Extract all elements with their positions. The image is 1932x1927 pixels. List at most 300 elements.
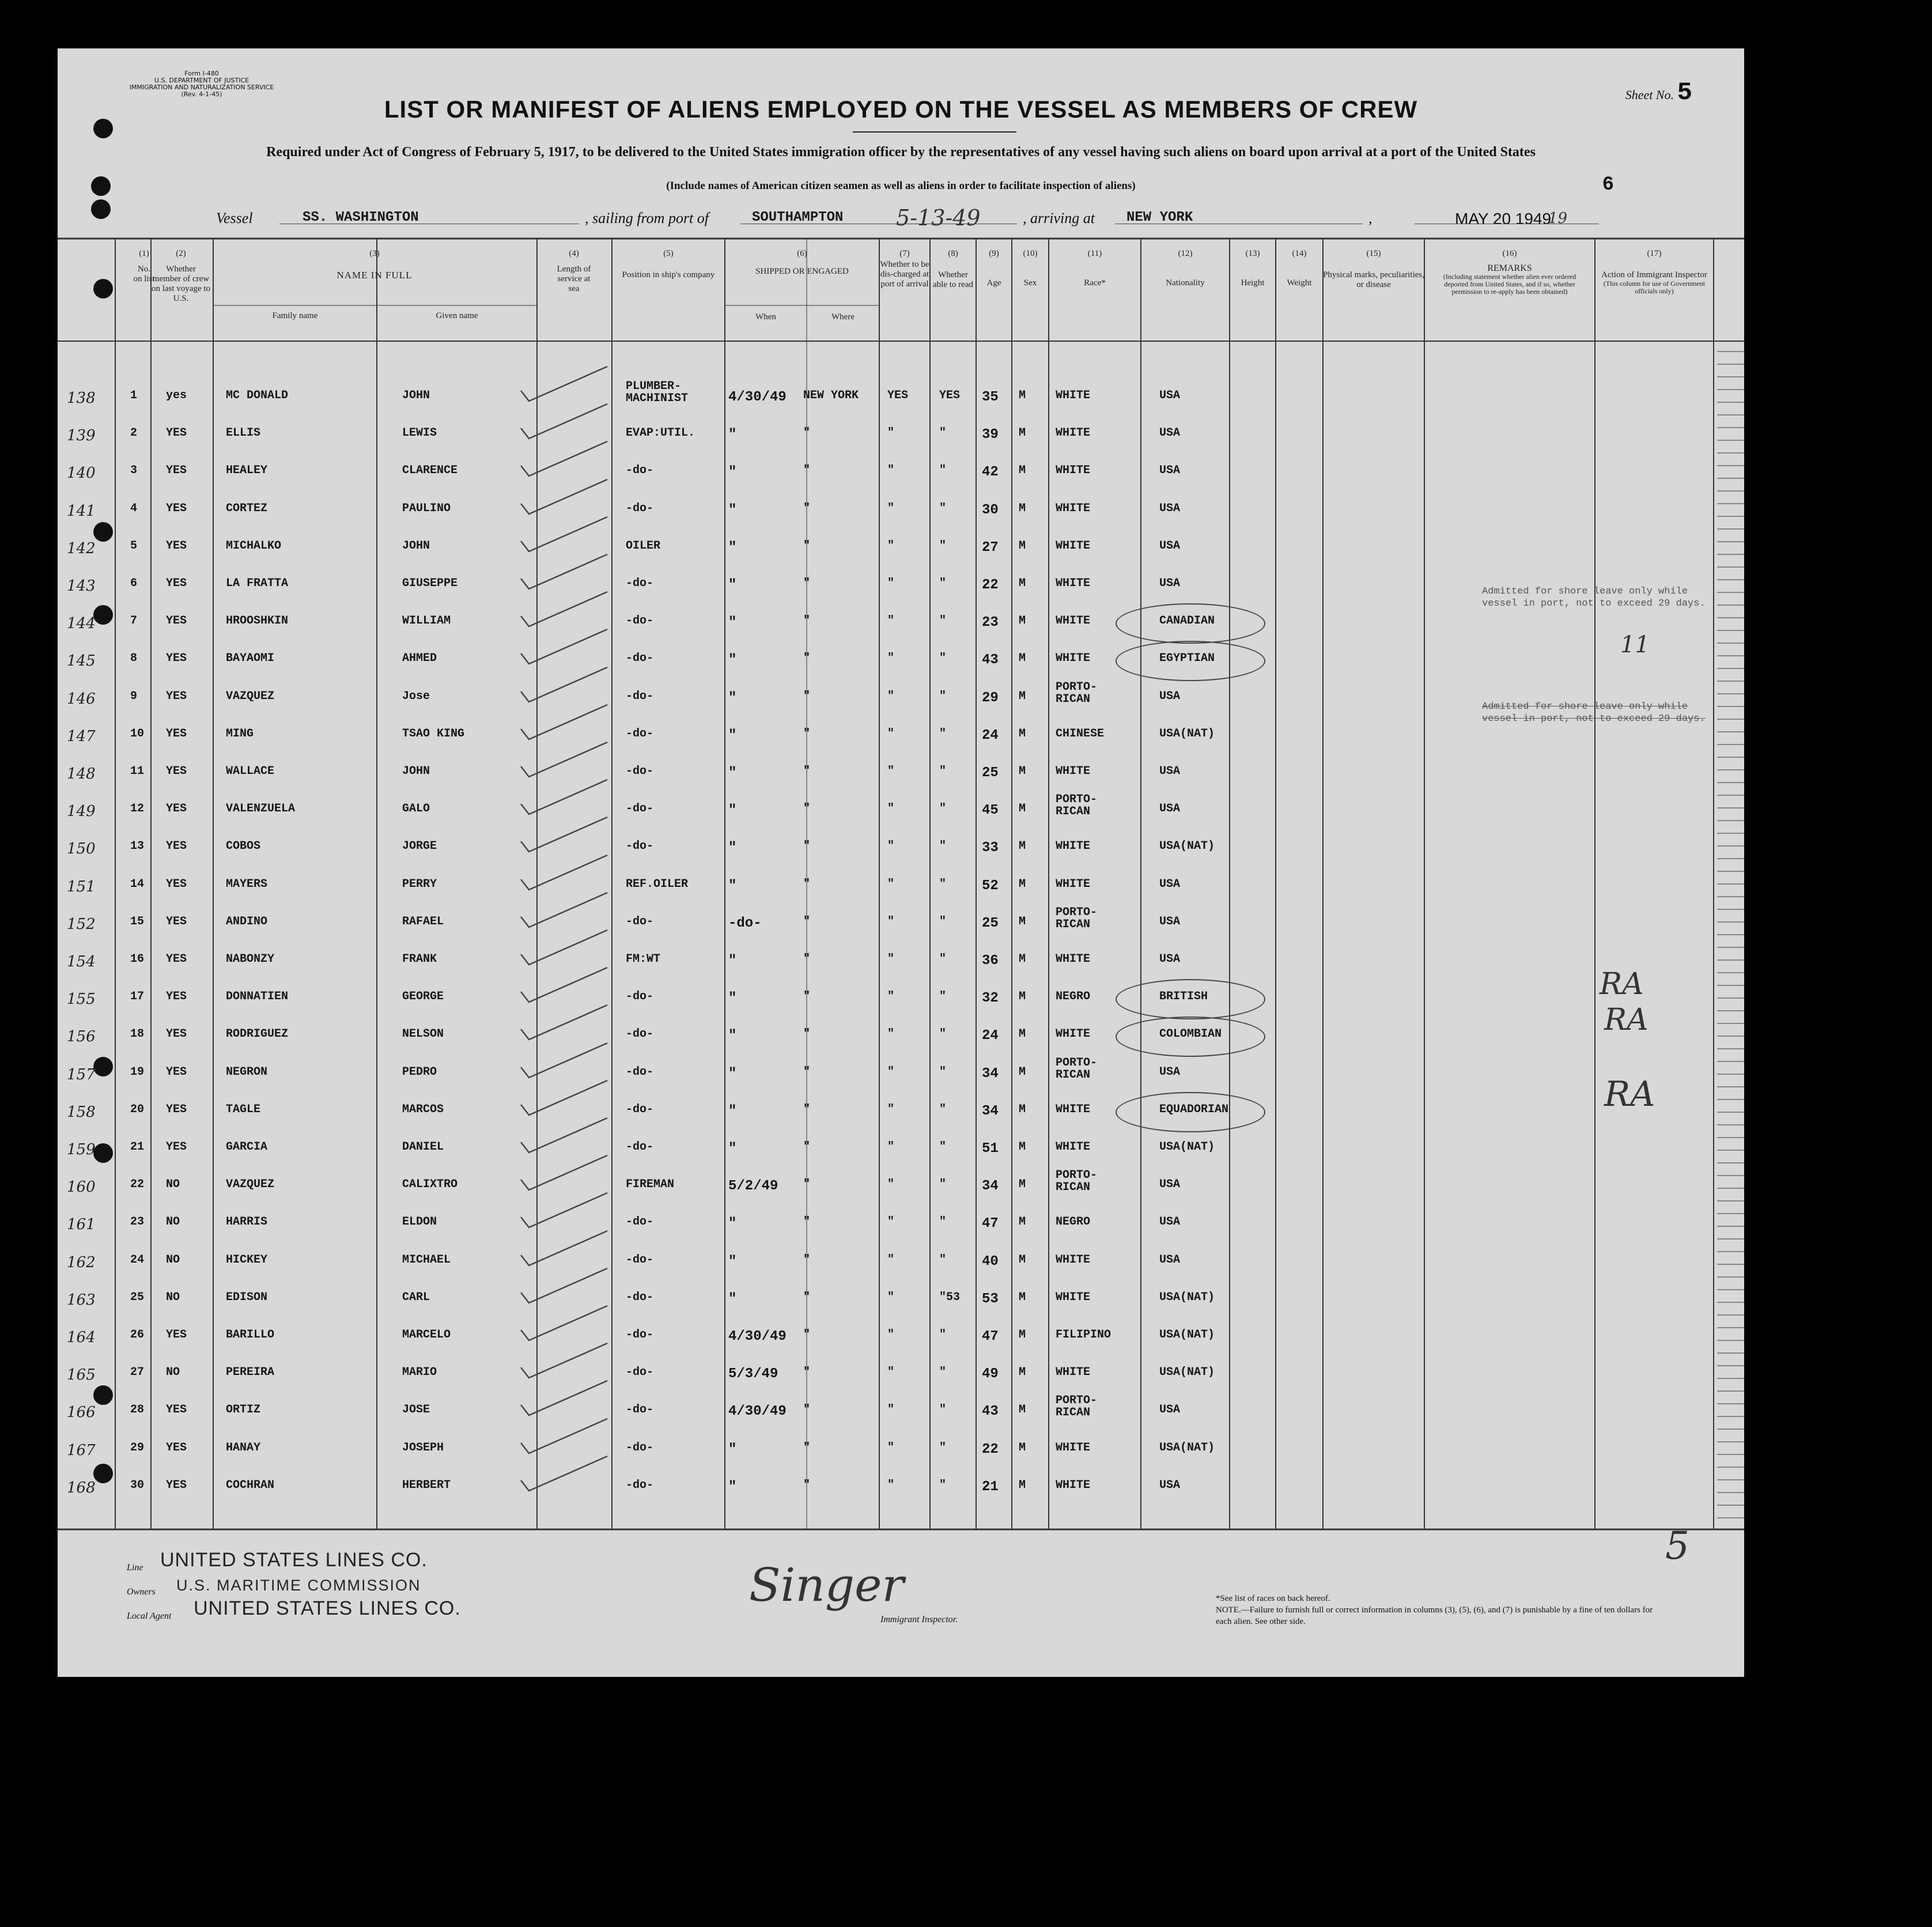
row-discharged: ": [887, 1215, 895, 1229]
row-sex: M: [1019, 1403, 1026, 1417]
row-previous-voyage: NO: [166, 1366, 180, 1380]
row-position: FM:WT: [626, 953, 661, 966]
row-previous-voyage: YES: [166, 652, 187, 666]
row-shipped-when: ": [728, 502, 737, 518]
year-suffix: 19: [1548, 210, 1568, 227]
row-given-name: CLARENCE: [402, 464, 458, 478]
row-able-to-read: ": [939, 915, 947, 928]
row-discharged: ": [887, 1366, 895, 1380]
row-shipped-when: ": [728, 652, 737, 668]
row-given-name: JOSE: [402, 1403, 430, 1417]
row-race: PORTO- RICAN: [1056, 793, 1098, 819]
row-seq-number: 164: [67, 1329, 96, 1346]
row-shipped-where: ": [803, 1065, 811, 1079]
row-able-to-read: ": [939, 727, 947, 740]
sheet-number: Sheet No. 5: [1625, 78, 1692, 107]
row-age: 30: [982, 502, 999, 518]
col-3-header: (3) NAME IN FULL: [337, 249, 413, 281]
row-discharged: YES: [887, 389, 909, 402]
row-nationality: USA: [1159, 577, 1181, 590]
row-seq-number: 154: [67, 953, 96, 970]
row-sex: M: [1019, 1215, 1026, 1229]
row-given-name: JORGE: [402, 840, 437, 853]
row-able-to-read: YES: [939, 389, 961, 402]
row-able-to-read: ": [939, 1140, 947, 1154]
row-previous-voyage: YES: [166, 1478, 187, 1492]
row-sex: M: [1019, 426, 1026, 440]
row-shipped-when: -do-: [728, 915, 762, 931]
row-seq-number: 147: [67, 727, 96, 745]
page-mark: 5: [1665, 1524, 1689, 1568]
row-sex: M: [1019, 1065, 1026, 1079]
row-list-number: 12: [130, 802, 145, 816]
owners-value: U.S. MARITIME COMMISSION: [176, 1577, 421, 1594]
row-discharged: ": [887, 652, 895, 666]
row-family-name: EDISON: [226, 1290, 268, 1304]
row-able-to-read: ": [939, 1403, 947, 1417]
row-shipped-where: ": [803, 765, 811, 778]
row-given-name: GALO: [402, 802, 430, 816]
row-previous-voyage: YES: [166, 614, 187, 628]
row-shipped-where: ": [803, 426, 811, 440]
row-previous-voyage: YES: [166, 765, 187, 778]
row-seq-number: 141: [67, 502, 96, 520]
row-shipped-when: ": [728, 1291, 737, 1307]
row-shipped-when: ": [728, 1028, 737, 1044]
row-shipped-when: 5/3/49: [728, 1366, 778, 1382]
row-seq-number: 139: [67, 427, 96, 445]
row-sex: M: [1019, 1178, 1026, 1192]
row-family-name: VALENZUELA: [226, 802, 296, 816]
row-list-number: 9: [130, 689, 138, 703]
service-checkmark: [509, 1450, 613, 1497]
row-nationality: USA: [1159, 802, 1181, 816]
row-position: -do-: [626, 1065, 654, 1079]
row-nationality: USA(NAT): [1159, 727, 1215, 740]
col-14-header: (14) Weight: [1287, 249, 1312, 288]
row-able-to-read: ": [939, 1027, 947, 1041]
nationality-circle: [1116, 1092, 1265, 1132]
row-given-name: RAFAEL: [402, 915, 444, 928]
row-age: 49: [982, 1366, 999, 1382]
row-nationality: USA: [1159, 1253, 1181, 1267]
row-age: 22: [982, 1441, 999, 1457]
row-discharged: ": [887, 1140, 895, 1154]
row-family-name: RODRIGUEZ: [226, 1027, 289, 1041]
row-sex: M: [1019, 389, 1026, 402]
row-sex: M: [1019, 953, 1026, 966]
row-position: -do-: [626, 1290, 654, 1304]
row-family-name: TAGLE: [226, 1102, 261, 1116]
row-previous-voyage: YES: [166, 802, 187, 816]
row-previous-voyage: YES: [166, 1403, 187, 1417]
row-sex: M: [1019, 539, 1026, 553]
row-family-name: LA FRATTA: [226, 577, 289, 590]
row-position: -do-: [626, 840, 654, 853]
row-sex: M: [1019, 1027, 1026, 1041]
row-family-name: ORTIZ: [226, 1403, 261, 1417]
row-previous-voyage: YES: [166, 990, 187, 1004]
row-sex: M: [1019, 1102, 1026, 1116]
row-race: WHITE: [1056, 501, 1091, 515]
col-11-header: (11) Race*: [1084, 249, 1106, 288]
row-shipped-when: ": [728, 1253, 737, 1269]
row-list-number: 20: [130, 1102, 145, 1116]
row-shipped-where: ": [803, 577, 811, 590]
row-race: PORTO- RICAN: [1056, 905, 1098, 931]
nationality-circle: [1116, 1017, 1265, 1057]
row-previous-voyage: YES: [166, 840, 187, 853]
row-sex: M: [1019, 990, 1026, 1004]
row-race: WHITE: [1056, 426, 1091, 440]
line-value: UNITED STATES LINES CO.: [160, 1549, 428, 1571]
row-discharged: ": [887, 727, 895, 740]
col-17-header: (17) Action of Immigrant Inspector (This column for use of Government officials only): [1601, 249, 1707, 295]
row-discharged: ": [887, 501, 895, 515]
row-family-name: MAYERS: [226, 877, 268, 891]
port-date: 5-13-49: [896, 205, 981, 231]
row-race: WHITE: [1056, 877, 1091, 891]
row-sex: M: [1019, 1478, 1026, 1492]
row-able-to-read: ": [939, 840, 947, 853]
row-given-name: NELSON: [402, 1027, 444, 1041]
row-nationality: USA: [1159, 915, 1181, 928]
row-nationality: USA: [1159, 1065, 1181, 1079]
row-shipped-when: 4/30/49: [728, 1404, 787, 1420]
row-age: 27: [982, 539, 999, 556]
row-sex: M: [1019, 840, 1026, 853]
row-race: WHITE: [1056, 765, 1091, 778]
row-list-number: 24: [130, 1253, 145, 1267]
row-position: -do-: [626, 689, 654, 703]
row-position: -do-: [626, 915, 654, 928]
row-shipped-when: ": [728, 840, 737, 856]
row-nationality: USA: [1159, 953, 1181, 966]
vessel-line: Vessel SS. WASHINGTON , sailing from port of SOUTHAMPTON 5-13-49 , arriving at NEW YORK , MAY 20 1949 19: [216, 205, 1571, 228]
row-age: 51: [982, 1141, 999, 1157]
row-seq-number: 142: [67, 539, 96, 557]
vessel-label: Vessel: [216, 210, 253, 226]
row-age: 40: [982, 1253, 999, 1269]
row-list-number: 16: [130, 953, 145, 966]
row-nationality: USA: [1159, 689, 1181, 703]
row-previous-voyage: yes: [166, 389, 187, 402]
row-shipped-when: ": [728, 803, 737, 819]
row-discharged: ": [887, 1253, 895, 1267]
row-sex: M: [1019, 1290, 1026, 1304]
row-sex: M: [1019, 1441, 1026, 1454]
row-discharged: ": [887, 953, 895, 966]
row-nationality: USA: [1159, 426, 1181, 440]
row-age: 33: [982, 840, 999, 856]
row-race: WHITE: [1056, 840, 1091, 853]
row-age: 34: [982, 1065, 999, 1082]
row-nationality: USA: [1159, 464, 1181, 478]
row-previous-voyage: YES: [166, 1441, 187, 1454]
row-shipped-where: ": [803, 1027, 811, 1041]
row-discharged: ": [887, 1027, 895, 1041]
row-age: 35: [982, 390, 999, 405]
row-discharged: ": [887, 689, 895, 703]
form-reference: Form I-480 U.S. DEPARTMENT OF JUSTICE IMMIGRATION AND NATURALIZATION SERVICE (Rev. 4-1-45): [129, 70, 274, 98]
row-position: -do-: [626, 577, 654, 590]
row-seq-number: 140: [67, 464, 96, 482]
row-shipped-when: ": [728, 1141, 737, 1157]
row-list-number: 3: [130, 464, 138, 478]
row-seq-number: 155: [67, 991, 96, 1008]
row-position: -do-: [626, 802, 654, 816]
row-shipped-where: ": [803, 501, 811, 515]
row-able-to-read: ": [939, 877, 947, 891]
row-race: WHITE: [1056, 1253, 1091, 1267]
row-shipped-when: ": [728, 878, 737, 894]
row-seq-number: 162: [67, 1253, 96, 1271]
row-race: WHITE: [1056, 1441, 1091, 1454]
row-able-to-read: ": [939, 953, 947, 966]
row-able-to-read: ": [939, 689, 947, 703]
row-seq-number: 168: [67, 1479, 96, 1497]
row-discharged: ": [887, 1441, 895, 1454]
row-sex: M: [1019, 765, 1026, 778]
row-nationality: COLOMBIAN: [1159, 1027, 1222, 1041]
row-race: NEGRO: [1056, 1215, 1091, 1229]
row-race: PORTO- RICAN: [1056, 1056, 1098, 1082]
row-discharged: ": [887, 464, 895, 478]
col-1-header: (1) No. on list: [133, 249, 155, 284]
row-list-number: 8: [130, 652, 138, 666]
line-label: Line: [127, 1563, 143, 1573]
row-shipped-where: ": [803, 1478, 811, 1492]
row-nationality: USA(NAT): [1159, 840, 1215, 853]
row-position: -do-: [626, 1140, 654, 1154]
row-able-to-read: ": [939, 1065, 947, 1079]
row-able-to-read: ": [939, 1328, 947, 1342]
row-race: WHITE: [1056, 389, 1091, 402]
row-previous-voyage: YES: [166, 727, 187, 740]
row-discharged: ": [887, 539, 895, 553]
row-position: EVAP:UTIL.: [626, 426, 695, 440]
row-seq-number: 149: [67, 803, 96, 821]
row-shipped-when: ": [728, 577, 737, 593]
row-position: -do-: [626, 614, 654, 628]
inspector-mark-ra: RA: [1604, 1074, 1655, 1114]
row-previous-voyage: YES: [166, 1328, 187, 1342]
row-nationality: USA(NAT): [1159, 1140, 1215, 1154]
row-shipped-when: 4/30/49: [728, 390, 787, 405]
row-family-name: WALLACE: [226, 765, 275, 778]
row-family-name: HICKEY: [226, 1253, 268, 1267]
row-family-name: DONNATIEN: [226, 990, 289, 1004]
row-family-name: MC DONALD: [226, 389, 289, 402]
row-nationality: USA(NAT): [1159, 1366, 1215, 1380]
row-previous-voyage: NO: [166, 1178, 180, 1192]
row-race: WHITE: [1056, 1290, 1091, 1304]
row-family-name: MICHALKO: [226, 539, 282, 553]
row-list-number: 13: [130, 840, 145, 853]
row-nationality: USA: [1159, 501, 1181, 515]
arriving-label: , arriving at: [1023, 210, 1095, 226]
row-able-to-read: ": [939, 652, 947, 666]
row-race: WHITE: [1056, 577, 1091, 590]
page-subtitle: Required under Act of Congress of February 5, 1917, to be delivered to the United States immigration officer by the representatives of any vessel having such aliens on board upon arrival at a port of the United States: [266, 145, 1536, 160]
row-given-name: CARL: [402, 1290, 430, 1304]
row-race: WHITE: [1056, 953, 1091, 966]
row-list-number: 1: [130, 389, 138, 402]
row-family-name: HARRIS: [226, 1215, 268, 1229]
row-able-to-read: ": [939, 426, 947, 440]
row-sex: M: [1019, 1366, 1026, 1380]
row-age: 23: [982, 615, 999, 631]
col-13-header: (13) Height: [1241, 249, 1265, 288]
row-discharged: ": [887, 1478, 895, 1492]
row-previous-voyage: YES: [166, 539, 187, 553]
row-shipped-when: ": [728, 765, 737, 781]
row-shipped-where: ": [803, 727, 811, 740]
row-family-name: COBOS: [226, 840, 261, 853]
row-race: NEGRO: [1056, 990, 1091, 1004]
row-given-name: WILLIAM: [402, 614, 451, 628]
row-age: 34: [982, 1103, 999, 1119]
row-previous-voyage: NO: [166, 1253, 180, 1267]
row-discharged: ": [887, 1178, 895, 1192]
row-shipped-where: ": [803, 1403, 811, 1417]
row-seq-number: 151: [67, 878, 96, 896]
row-position: PLUMBER- MACHINIST: [626, 380, 689, 405]
row-sex: M: [1019, 1253, 1026, 1267]
row-nationality: USA(NAT): [1159, 1441, 1215, 1454]
row-list-number: 4: [130, 501, 138, 515]
row-position: FIREMAN: [626, 1178, 675, 1192]
row-previous-voyage: YES: [166, 1102, 187, 1116]
row-previous-voyage: YES: [166, 464, 187, 478]
races-note: *See list of races on back hereof.: [1216, 1594, 1330, 1603]
row-race: PORTO- RICAN: [1056, 680, 1098, 706]
nationality-circle: [1116, 979, 1265, 1019]
row-shipped-where: ": [803, 1328, 811, 1342]
row-given-name: Jose: [402, 689, 430, 703]
row-family-name: GARCIA: [226, 1140, 268, 1154]
row-previous-voyage: YES: [166, 953, 187, 966]
row-family-name: HANAY: [226, 1441, 261, 1454]
row-shipped-when: ": [728, 1065, 737, 1082]
row-previous-voyage: NO: [166, 1290, 180, 1304]
row-given-name: PAULINO: [402, 501, 451, 515]
row-age: 36: [982, 953, 999, 969]
row-list-number: 27: [130, 1366, 145, 1380]
row-family-name: NEGRON: [226, 1065, 268, 1079]
owners-label: Owners: [127, 1587, 156, 1597]
row-able-to-read: ": [939, 802, 947, 816]
row-position: -do-: [626, 652, 654, 666]
row-list-number: 11: [130, 765, 145, 778]
col-6-header: (6) SHIPPED OR ENGAGED: [755, 249, 849, 276]
penalty-note: NOTE.—Failure to furnish full or correct information in columns (3), (5), (6), and (7) is punishable by a fine of ten dollars for each alien. See other side.: [1216, 1605, 1653, 1626]
row-shipped-where: ": [803, 1178, 811, 1192]
row-nationality: BRITISH: [1159, 990, 1208, 1004]
row-age: 22: [982, 577, 999, 593]
row-given-name: GIUSEPPE: [402, 577, 458, 590]
row-position: -do-: [626, 765, 654, 778]
row-race: WHITE: [1056, 614, 1091, 628]
row-shipped-when: ": [728, 427, 737, 443]
row-race: WHITE: [1056, 1366, 1091, 1380]
row-discharged: ": [887, 1290, 895, 1304]
row-age: 34: [982, 1178, 999, 1195]
row-discharged: ": [887, 1328, 895, 1342]
row-previous-voyage: YES: [166, 1140, 187, 1154]
row-list-number: 22: [130, 1178, 145, 1192]
row-nationality: USA: [1159, 1178, 1181, 1192]
row-sex: M: [1019, 614, 1026, 628]
row-seq-number: 150: [67, 840, 96, 858]
row-shipped-where: ": [803, 915, 811, 928]
row-discharged: ": [887, 802, 895, 816]
row-nationality: USA: [1159, 539, 1181, 553]
row-shipped-where: ": [803, 1290, 811, 1304]
row-age: 53: [982, 1291, 999, 1307]
row-able-to-read: ": [939, 1478, 947, 1492]
row-position: -do-: [626, 1403, 654, 1417]
row-given-name: MICHAEL: [402, 1253, 451, 1267]
row-given-name: CALIXTRO: [402, 1178, 458, 1192]
col-10-header: (10) Sex: [1023, 249, 1038, 288]
row-discharged: ": [887, 426, 895, 440]
row-sex: M: [1019, 877, 1026, 891]
row-given-name: TSAO KING: [402, 727, 465, 740]
row-family-name: VAZQUEZ: [226, 1178, 275, 1192]
row-position: -do-: [626, 1366, 654, 1380]
row-list-number: 23: [130, 1215, 145, 1229]
row-race: WHITE: [1056, 464, 1091, 478]
row-given-name: ELDON: [402, 1215, 437, 1229]
row-seq-number: 157: [67, 1065, 96, 1083]
row-age: 42: [982, 464, 999, 481]
row-shipped-where: ": [803, 1366, 811, 1380]
row-shipped-where: ": [803, 652, 811, 666]
row-family-name: HROOSHKIN: [226, 614, 289, 628]
row-list-number: 14: [130, 877, 145, 891]
row-shipped-where: ": [803, 990, 811, 1004]
row-given-name: JOHN: [402, 539, 430, 553]
row-seq-number: 156: [67, 1028, 96, 1046]
row-shipped-where: ": [803, 464, 811, 478]
row-age: 32: [982, 991, 999, 1007]
row-race: WHITE: [1056, 1102, 1091, 1116]
corner-number: 6: [1602, 174, 1614, 196]
row-age: 39: [982, 427, 999, 443]
row-shipped-where: ": [803, 877, 811, 891]
row-shipped-when: ": [728, 1216, 737, 1232]
row-nationality: USA: [1159, 1403, 1181, 1417]
col-12-header: (12) Nationality: [1166, 249, 1205, 288]
row-previous-voyage: YES: [166, 577, 187, 590]
col-6-when-header: When: [755, 312, 776, 322]
nationality-circle: [1116, 641, 1265, 681]
row-race: WHITE: [1056, 1140, 1091, 1154]
row-shipped-where: ": [803, 802, 811, 816]
row-family-name: ELLIS: [226, 426, 261, 440]
inspector-mark-ra: RA: [1604, 1003, 1649, 1037]
inspector-mark: 11: [1620, 632, 1650, 658]
arrival-date: MAY 20 1949: [1455, 210, 1552, 228]
row-sex: M: [1019, 501, 1026, 515]
row-discharged: ": [887, 1065, 895, 1079]
row-able-to-read: ": [939, 501, 947, 515]
row-previous-voyage: YES: [166, 689, 187, 703]
row-able-to-read: ": [939, 765, 947, 778]
col-5-header: (5) Position in ship's company: [622, 249, 715, 279]
row-previous-voyage: YES: [166, 915, 187, 928]
